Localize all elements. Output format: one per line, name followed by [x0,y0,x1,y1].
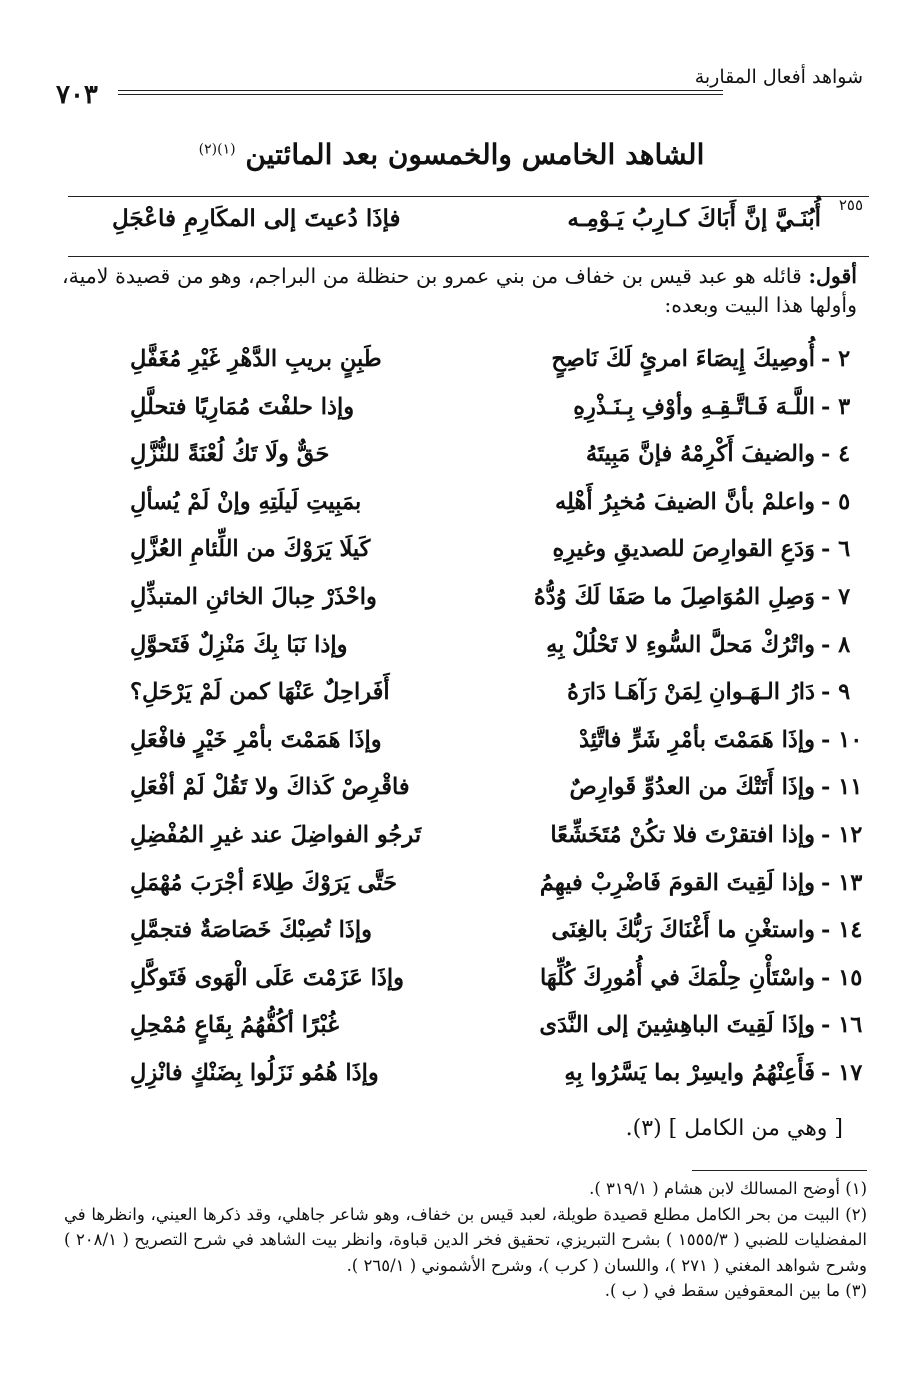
main-verse-first-hemistich: أُبُنَـيَّ إنَّ أَبَاكَ كـارِبُ يَـوْمِـه [567,205,821,232]
poem-line [0,628,903,672]
line-number: ١١ - [821,774,863,801]
poem-line [0,961,903,1005]
second-hemistich: حَتَّى يَرَوْكَ طِلاءَ أجْرَبَ مُهْمَلِ [130,869,398,896]
chapter-title-text: الشاهد الخامس والخمسون بعد المائتين [245,138,705,171]
footnote: (٣) ما بين المعقوفين سقط في ( ب ). [604,1281,867,1300]
second-hemistich: تَرجُو الفواضِلَ عند غيرِ المُفْضِلِ [130,822,422,848]
meter-note: [ وهي من الكامل ] (٣). [625,1116,843,1141]
chapter-footnote-ref: (١)(٢) [198,141,236,158]
poem-line [0,1008,903,1052]
first-hemistich: وإذَا أَتَتْكَ من العدُوِّ قَوارِصٌ [569,774,815,801]
first-hemistich: فَأَعِنْهُمُ وايسِرْ بما يَسَّرُوا بِهِ [564,1060,815,1086]
second-hemistich: واحْذَرْ حِبالَ الخائنِ المتبذِّلِ [130,584,377,610]
poem-line [0,485,903,529]
footnotes [64,1176,867,1304]
line-number: ١٧ - [821,1060,863,1086]
first-hemistich: اللَّـهَ فَـاتَّـقِـهِ وأوْفِ بِـنَـذْرِهِ [573,393,815,420]
poem-line [0,770,903,814]
second-hemistich: وإذَا عَزَمْتَ عَلَى الْهَوى فَتَوكَّلِ [130,964,404,991]
main-verse-number: ٢٥٥ [838,196,863,214]
first-hemistich: واسْتَأْنِ حِلْمَكَ في أُمُورِكَ كُلِّهَا [539,964,815,991]
intro-lead: أقول: [808,264,857,288]
header-rule [118,90,723,95]
poem-line [0,580,903,624]
page-number: ٧٠٣ [56,80,98,110]
second-hemistich: فاقْرِصْ كَذاكَ ولا تَقُلْ لَمْ أفْعَلِ [130,774,410,801]
second-hemistich: وإذَا هُمُو نَزَلُوا بِضَنْكٍ فانْزِلِ [130,1060,379,1086]
poem-line [0,390,903,434]
first-hemistich: وَصِلِ المُوَاصِلَ ما صَفَا لَكَ وُدُّهُ [533,584,815,610]
poem-line [0,913,903,957]
line-number: ١٦ - [821,1012,863,1039]
line-number: ١٣ - [821,869,863,896]
intro-text: قائله هو عبد قيس بن خفاف من بني عمرو بن حنظلة من البراجم، وهو من قصيدة لامية، وأولها هذا البيت وبعده: [62,264,857,317]
second-hemistich: غُبْرًا أكُفُّهُمُ بِقَاعٍ مُمْحِلِ [130,1012,339,1039]
poem-line [0,866,903,910]
second-hemistich: كَيلَا يَرَوْكَ من اللِّئامِ العُزَّلِ [130,536,371,563]
line-number: ١٠ - [821,726,863,753]
footnote-rule [692,1170,867,1171]
line-number: ١٥ - [821,964,863,991]
poem-line [0,723,903,767]
poem-line [0,675,903,719]
line-number: ٥ - [821,488,851,515]
second-hemistich: وإذا نَبَا بِكَ مَنْزِلٌ فَتَحوَّلِ [130,631,348,658]
second-hemistich: وإذا حلفْتَ مُمَارِيًا فتحلَّلِ [130,393,355,420]
title-rule [68,196,869,197]
line-number: ٣ - [821,393,851,420]
footnote: (١) أوضح المسالك لابن هشام ( ٣١٩/١ ). [589,1179,867,1198]
poem-line [0,342,903,386]
verse-rule [68,256,869,257]
line-number: ١٤ - [821,917,863,944]
second-hemistich: وإذَا هَمَمْتَ بأمْرِ خَيْرٍ فافْعَلِ [130,726,382,753]
line-number: ٢ - [821,346,851,372]
chapter-title [0,138,903,171]
second-hemistich: طَبِنٍ بريبِ الدَّهْرِ غَيْرِ مُغَفَّلِ [130,346,382,372]
first-hemistich: وإذَا هَمَمْتَ بأمْرِ شَرٍّ فاتَّئِدْ [578,726,815,753]
first-hemistich: وإذَا لَقِيتَ الباهِشِينَ إلى النَّدَى [539,1012,815,1039]
running-title: شواهد أفعال المقاربة [694,66,863,88]
first-hemistich: وإذا افتقرْتَ فلا تكُنْ مُتَخَشِّعًا [550,822,815,848]
line-number: ٦ - [821,536,851,563]
first-hemistich: وَدَعِ القوارِصَ للصديقِ وغيرِهِ [552,536,815,563]
footnote: (٢) البيت من بحر الكامل مطلع قصيدة طويلة، لعبد قيس بن خفاف، وهو شاعر جاهلي، وقد ذكرها العيني، وانظرها في المفضليات للضبي ( ١٥٥٥/٣ ) بشرح التبريزي، تحقيق فخر الدين قباوة، وانظر بيت الشاهد في شرح التصريح ( ٢٠٨/١ ) وشرح شواهد المغني ( ٢٧١ )، واللسان ( كرب )، وشرح الأشموني ( ٢٦٥/١ ). [64,1204,868,1275]
first-hemistich: واستغْنِ ما أَغْنَاكَ رَبُّكَ بالغِنَى [551,917,815,944]
first-hemistich: والضيفَ أَكْرِمْهُ فإنَّ مَبِيتَهُ [585,441,815,468]
first-hemistich: دَارُ الـهَـوانِ لِمَنْ رَآهَـا دَارَهُ [567,679,815,706]
second-hemistich: حَقٌّ ولَا تَكُ لُعْنَةً للنُّزَّلِ [130,441,330,468]
poem-line [0,1056,903,1100]
second-hemistich: وإذَا تُصِبْكَ خَصَاصَةٌ فتجمَّلِ [130,917,372,944]
line-number: ١٢ - [821,822,863,848]
poem-line [0,532,903,576]
first-hemistich: أُوصِيكَ إِيصَاءَ امرئٍ لَكَ نَاصِحٍ [551,346,815,372]
main-verse-second-hemistich: فإذَا دُعيتَ إلى المكَارِمِ فاعْجَلِ [112,205,401,232]
first-hemistich: واتْرُكْ مَحلَّ السُّوءِ لا تَحْلُلْ بِهِ [546,631,815,658]
second-hemistich: بمَبِيتِ لَيلَتِهِ وإنْ لَمْ يُسألِ [130,488,362,515]
poem-line [0,437,903,481]
line-number: ٤ - [821,441,851,468]
poem-line [0,818,903,862]
line-number: ٨ - [821,631,851,658]
line-number: ٩ - [821,679,851,706]
first-hemistich: وإذا لَقِيتَ القومَ فَاضْرِبْ فيهِمُ [539,869,815,896]
second-hemistich: أَفَراحِلٌ عَنْهَا كمن لَمْ يَرْحَلِ؟ [130,679,390,706]
first-hemistich: واعلمْ بأنَّ الضيفَ مُخبِرُ أَهْلِه [554,488,815,515]
line-number: ٧ - [821,584,851,610]
intro-paragraph [62,262,857,320]
